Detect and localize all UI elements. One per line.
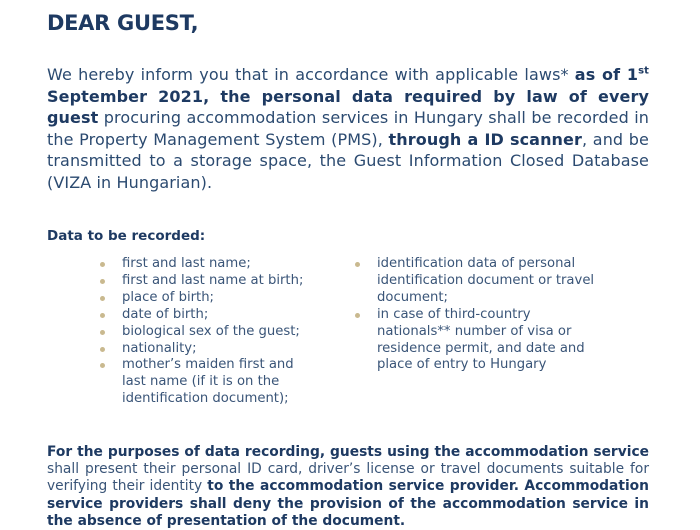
intro-paragraph <box>47 64 649 193</box>
bullet-icon <box>355 262 360 267</box>
bullet-icon <box>100 296 105 301</box>
bullet-icon <box>100 313 105 318</box>
bullet-icon <box>100 262 105 267</box>
list-item <box>100 307 320 324</box>
ordinal-suffix: st <box>638 65 649 77</box>
list-item <box>355 256 595 307</box>
list-item-text: nationality; <box>122 340 197 356</box>
list-item-text: first and last name at birth; <box>122 272 304 288</box>
intro-text-3: , and be transmitted to a storage space, the Guest Information Closed Database (VIZA in Hungarian). <box>47 129 649 192</box>
list-item <box>100 341 320 358</box>
recorded-data-list-left <box>100 256 320 408</box>
footer-bold-1: For the purposes of data recording, guests using the accommodation service <box>47 444 649 460</box>
list-item-text: mother’s maiden first and last name (if it is on the identification document); <box>122 357 294 407</box>
list-item <box>355 307 595 375</box>
intro-bold-2: September 2021, the personal data required by law of every guest <box>47 86 649 127</box>
list-item <box>100 357 320 408</box>
list-item <box>100 290 320 307</box>
intro-bold-1: as of 1 <box>574 65 639 84</box>
list-item <box>100 273 320 290</box>
list-item <box>100 324 320 341</box>
footer-text-1: shall present their personal ID card, driver’s license or travel documents suitable for verifying their identity <box>47 461 649 495</box>
bullet-icon <box>100 330 105 335</box>
list-item-text: biological sex of the guest; <box>122 323 300 339</box>
list-item-text: identification data of personal identification document or travel document; <box>377 256 595 305</box>
greeting-heading: DEAR GUEST, <box>47 11 199 35</box>
intro-text-2: procuring accommodation services in Hungary shall be recorded in the Property Management System (PMS), <box>47 108 649 149</box>
footer-bold-2: to the accommodation service provider. Accommodation service providers shall deny the provision of the accommodation service in the absence of presentation of the document. <box>47 478 649 529</box>
intro-text-1: We hereby inform you that in accordance with applicable laws* <box>47 65 575 84</box>
list-item <box>100 256 320 273</box>
bullet-icon <box>100 279 105 284</box>
list-item-text: date of birth; <box>122 306 209 322</box>
bullet-icon <box>100 363 105 368</box>
intro-bold-scanner: through a ID scanner <box>388 129 582 149</box>
list-item-text: first and last name; <box>122 256 251 271</box>
recorded-data-list-right <box>355 256 595 374</box>
data-section-title: Data to be recorded: <box>47 228 206 244</box>
bullet-icon <box>100 347 105 352</box>
presentation-requirement-paragraph <box>47 444 649 530</box>
bullet-icon <box>355 313 360 318</box>
list-item-text: place of birth; <box>122 289 215 305</box>
list-item-text: in case of third-country nationals** number of visa or residence permit, and date and place of entry to Hungary <box>377 306 585 373</box>
